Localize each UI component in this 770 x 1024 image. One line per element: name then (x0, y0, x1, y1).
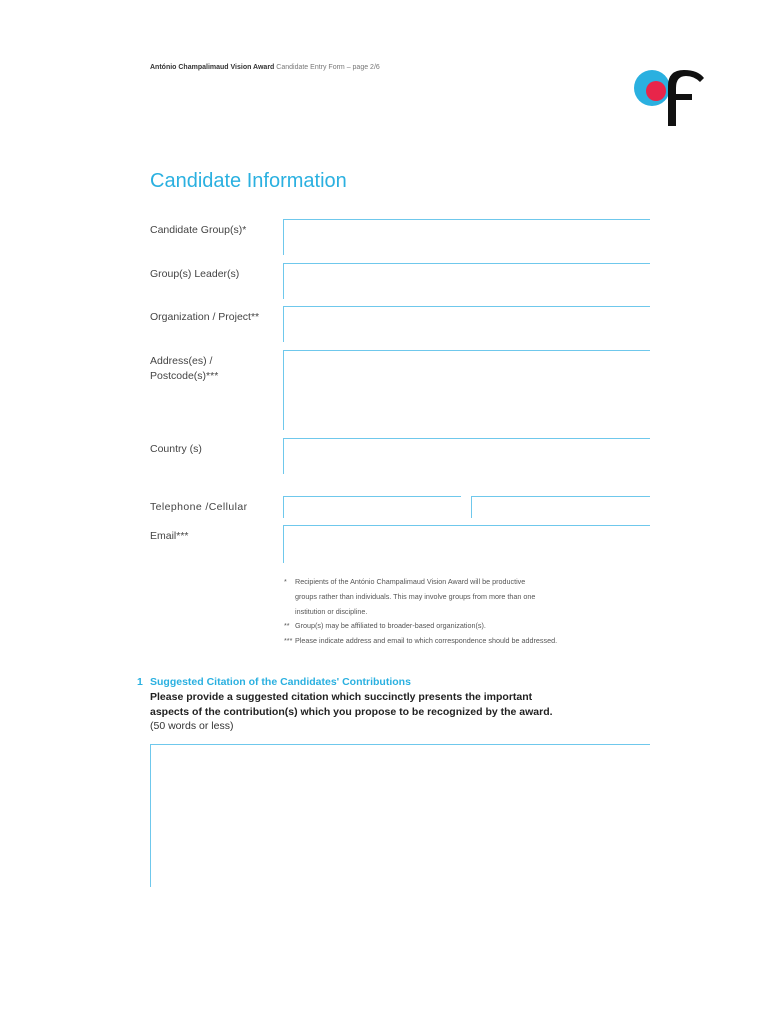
section-1-instruction-line2: aspects of the contribution(s) which you propose to be recognized by the award. (150, 706, 553, 718)
footnote-1-line3: institution or discipline. (295, 606, 368, 616)
address-field[interactable] (283, 350, 650, 430)
footnotes (284, 575, 654, 649)
champalimaud-logo-icon (632, 64, 708, 130)
footnote-3-mark: *** (284, 636, 293, 646)
address-label-line1: Address(es) / (150, 355, 213, 367)
page-header (150, 64, 380, 71)
page-title: Candidate Information (150, 170, 347, 192)
group-leader-field[interactable] (283, 263, 650, 299)
organization-field[interactable] (283, 306, 650, 342)
candidate-groups-field[interactable] (283, 219, 650, 255)
footnote-1 (284, 575, 654, 590)
footnote-1-line2: groups rather than individuals. This may involve groups from more than one (295, 591, 536, 601)
section-1-number: 1 (137, 676, 143, 688)
country-field[interactable] (283, 438, 650, 474)
footnote-1-mark: * (284, 577, 287, 586)
award-name: António Champalimaud Vision Award (150, 64, 275, 71)
section-1-title: Suggested Citation of the Candidates' Contributions (150, 676, 411, 688)
section-1-word-limit: (50 words or less) (150, 720, 234, 732)
footnote-3 (284, 634, 654, 649)
footnote-2-text: Group(s) may be affiliated to broader-based organization(s). (295, 621, 486, 631)
citation-textarea[interactable] (150, 744, 650, 887)
address-label (150, 354, 218, 384)
cellular-field[interactable] (471, 496, 650, 518)
footnote-3-text: Please indicate address and email to which correspondence should be addressed. (295, 636, 558, 646)
group-leader-label: Group(s) Leader(s) (150, 268, 240, 280)
address-label-line2: Postcode(s)*** (150, 370, 219, 382)
section-1-instruction-line1: Please provide a suggested citation which succinctly presents the important (150, 691, 533, 703)
country-label: Country (s) (150, 443, 202, 455)
telephone-field[interactable] (283, 496, 461, 518)
footnote-2-mark: ** (284, 621, 290, 631)
footnote-2 (284, 619, 654, 634)
form-info: Candidate Entry Form – page 2/6 (274, 64, 380, 71)
candidate-groups-label: Candidate Group(s)* (150, 224, 247, 236)
section-1-instructions (150, 690, 640, 720)
email-field[interactable] (283, 525, 650, 563)
telephone-label: Telephone /Cellular (150, 501, 248, 513)
footnote-1-line1: Recipients of the António Champalimaud Vision Award will be productive (295, 577, 526, 586)
email-label: Email*** (150, 530, 189, 542)
organization-label: Organization / Project** (150, 311, 260, 323)
